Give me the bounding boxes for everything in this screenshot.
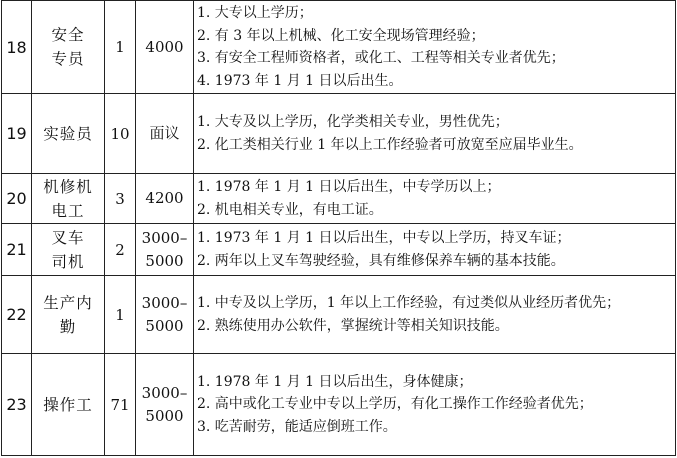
headcount: 1 [105, 276, 136, 354]
requirement-item: 1. 大专及以上学历，化学类相关专业，男性优先； [197, 114, 509, 130]
headcount: 10 [105, 94, 136, 174]
position-name: 操作工 [32, 354, 105, 456]
requirements [194, 94, 676, 174]
row-number: 21 [2, 224, 32, 276]
position-name: 安全专员 [32, 1, 105, 94]
requirement-item: 1. 1978 年 1 月 1 日以后出生，身体健康； [197, 373, 473, 390]
row-number: 19 [2, 94, 32, 174]
table-row [2, 174, 676, 224]
table-row [2, 1, 676, 94]
headcount: 1 [105, 1, 136, 94]
requirements [194, 276, 676, 354]
requirement-item: 4. 1973 年 1 月 1 日以后出生。 [197, 72, 403, 89]
salary: 3000–5000 [136, 224, 194, 276]
requirement-item: 2. 化工类相关行业 1 年以上工作经验者可放宽至应届毕业生。 [197, 136, 583, 153]
salary: 3000–5000 [136, 276, 194, 354]
requirement-item: 2. 有 3 年以上机械、化工安全现场管理经验； [197, 27, 485, 44]
position-name: 实验员 [32, 94, 105, 174]
requirement-item: 2. 熟练使用办公软件，掌握统计等相关知识技能。 [197, 317, 509, 334]
requirement-item: 2. 高中或化工专业中专以上学历，有化工操作工作经验者优先； [197, 396, 593, 413]
position-name: 叉车司机 [32, 224, 105, 276]
requirement-item: 1. 1978 年 1 月 1 日以后出生，中专学历以上； [197, 179, 501, 195]
salary: 4200 [136, 174, 194, 224]
position-name: 生产内勤 [32, 276, 105, 354]
table-row [2, 276, 676, 354]
row-number: 20 [2, 174, 32, 224]
requirement-item: 1. 中专及以上学历，1 年以上工作经验，有过类似从业经历者优先； [197, 295, 621, 311]
requirement-item: 3. 吃苦耐劳，能适应倒班工作。 [197, 418, 397, 435]
table-row [2, 224, 676, 276]
requirement-item: 2. 两年以上叉车驾驶经验，具有维修保养车辆的基本技能。 [197, 252, 565, 269]
salary: 3000–5000 [136, 354, 194, 456]
row-number: 22 [2, 276, 32, 354]
requirement-item: 2. 机电相关专业，有电工证。 [197, 201, 383, 218]
requirement-item: 1. 1973 年 1 月 1 日以后出生，中专以上学历，持叉车证； [197, 230, 571, 246]
job-listing-table [1, 0, 676, 456]
requirements [194, 354, 676, 456]
headcount: 71 [105, 354, 136, 456]
requirements [194, 224, 676, 276]
headcount: 3 [105, 174, 136, 224]
requirements [194, 174, 676, 224]
table-row [2, 94, 676, 174]
table-row [2, 354, 676, 456]
requirement-item: 3. 有安全工程师资格者，或化工、工程等相关专业者优先； [197, 50, 565, 66]
requirements [194, 1, 676, 94]
salary: 4000 [136, 1, 194, 94]
row-number: 18 [2, 1, 32, 94]
salary: 面议 [136, 94, 194, 174]
position-name: 机修机电工 [32, 174, 105, 224]
row-number: 23 [2, 354, 32, 456]
requirement-item: 1. 大专以上学历； [197, 5, 313, 21]
headcount: 2 [105, 224, 136, 276]
